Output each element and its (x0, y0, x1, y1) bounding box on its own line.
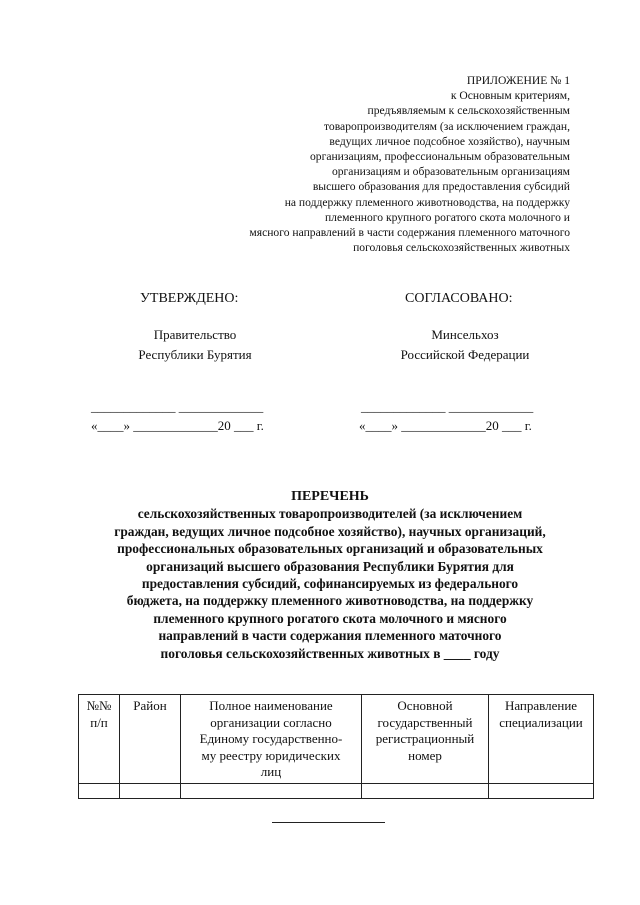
appendix-line: предъявляемым к сельскохозяйственным (367, 104, 570, 118)
header-text: лиц (260, 764, 282, 779)
appendix-line: высшего образования для предоставления субсидий (312, 180, 570, 194)
table-cell (120, 783, 181, 798)
appendix-line: организациям, профессиональным образовательным (309, 150, 570, 164)
header-text: специализации (499, 714, 583, 730)
title-line: направлений в части содержания племенного маточного (158, 628, 502, 644)
table-row (79, 783, 594, 798)
header-text: Район (133, 698, 167, 713)
header-text: организации согласно (210, 714, 332, 730)
approved-date-line: «____» _____________20 ___ г. (91, 418, 264, 433)
appendix-line: ведущих личное подсобное хозяйство), научным (329, 134, 570, 148)
title-line: сельскохозяйственных товаропроизводителей (за исключением (137, 506, 523, 522)
appendix-line: ПРИЛОЖЕНИЕ № 1 (466, 74, 570, 87)
title-line: поголовья сельскохозяйственных животных в ____ году (160, 645, 500, 661)
agreed-heading: СОГЛАСОВАНО: (405, 291, 513, 306)
organizations-table (78, 694, 594, 799)
table-cell (181, 783, 362, 798)
appendix-line: мясного направлений в части содержания племенного маточного (249, 226, 570, 240)
org-line: Республики Бурятия (138, 347, 252, 362)
header-ogrn (362, 695, 489, 784)
org-line: Минсельхоз (431, 327, 499, 342)
appendix-line: к Основным критериям, (450, 89, 570, 103)
title-line: бюджета, на поддержку племенного животноводства, на поддержку (126, 593, 534, 609)
appendix-line: племенного крупного рогатого скота молочного и (324, 210, 570, 224)
table-cell (79, 783, 120, 798)
appendix-line: поголовья сельскохозяйственных животных (353, 241, 570, 255)
title-line: организаций высшего образования Республики Бурятия для (146, 558, 514, 574)
document-title (60, 488, 600, 662)
header-full-name (181, 695, 362, 784)
org-line: Российской Федерации (400, 347, 530, 362)
header-text: Единому государственно- (199, 731, 343, 746)
header-text: Полное наименование (209, 698, 333, 713)
org-line: Правительство (153, 327, 237, 342)
header-district (120, 695, 181, 784)
header-text: регистрационный (375, 731, 475, 746)
title-main: ПЕРЕЧЕНЬ (291, 489, 369, 504)
header-text: Направление (504, 698, 578, 713)
title-line: граждан, ведущих личное подсобное хозяйство), научных организаций, (114, 523, 546, 539)
appendix-line: организациям и образовательным организациям (331, 165, 570, 179)
header-text: Основной (397, 698, 453, 713)
appendix-line: товаропроизводителям (за исключением граждан, (324, 119, 570, 133)
header-number (79, 695, 120, 784)
header-text: государственный (377, 714, 473, 730)
approved-heading: УТВЕРЖДЕНО: (140, 291, 239, 306)
header-text: му реестру юридических (201, 747, 341, 763)
header-text: номер (408, 747, 442, 763)
agreed-organization (370, 325, 560, 365)
title-line: предоставления субсидий, софинансируемых из федерального (141, 576, 519, 592)
table-cell (489, 783, 594, 798)
appendix-header (150, 73, 570, 255)
header-text: п/п (90, 714, 108, 730)
table-cell (362, 783, 489, 798)
header-specialization (489, 695, 594, 784)
agreed-date-line: «____» _____________20 ___ г. (359, 418, 532, 433)
agreed-signature-line: _____________ _____________ (361, 399, 534, 414)
header-text: №№ (86, 698, 112, 713)
approved-organization (105, 325, 285, 365)
table-header-row (79, 695, 594, 784)
title-line: племенного крупного рогатого скота молочного и мясного (153, 610, 507, 626)
appendix-line: на поддержку племенного животноводства, на поддержку (284, 195, 570, 209)
footer-divider (272, 822, 385, 823)
approved-signature-line: _____________ _____________ (91, 399, 264, 414)
title-line: профессиональных образовательных организаций и образовательных (117, 541, 543, 557)
